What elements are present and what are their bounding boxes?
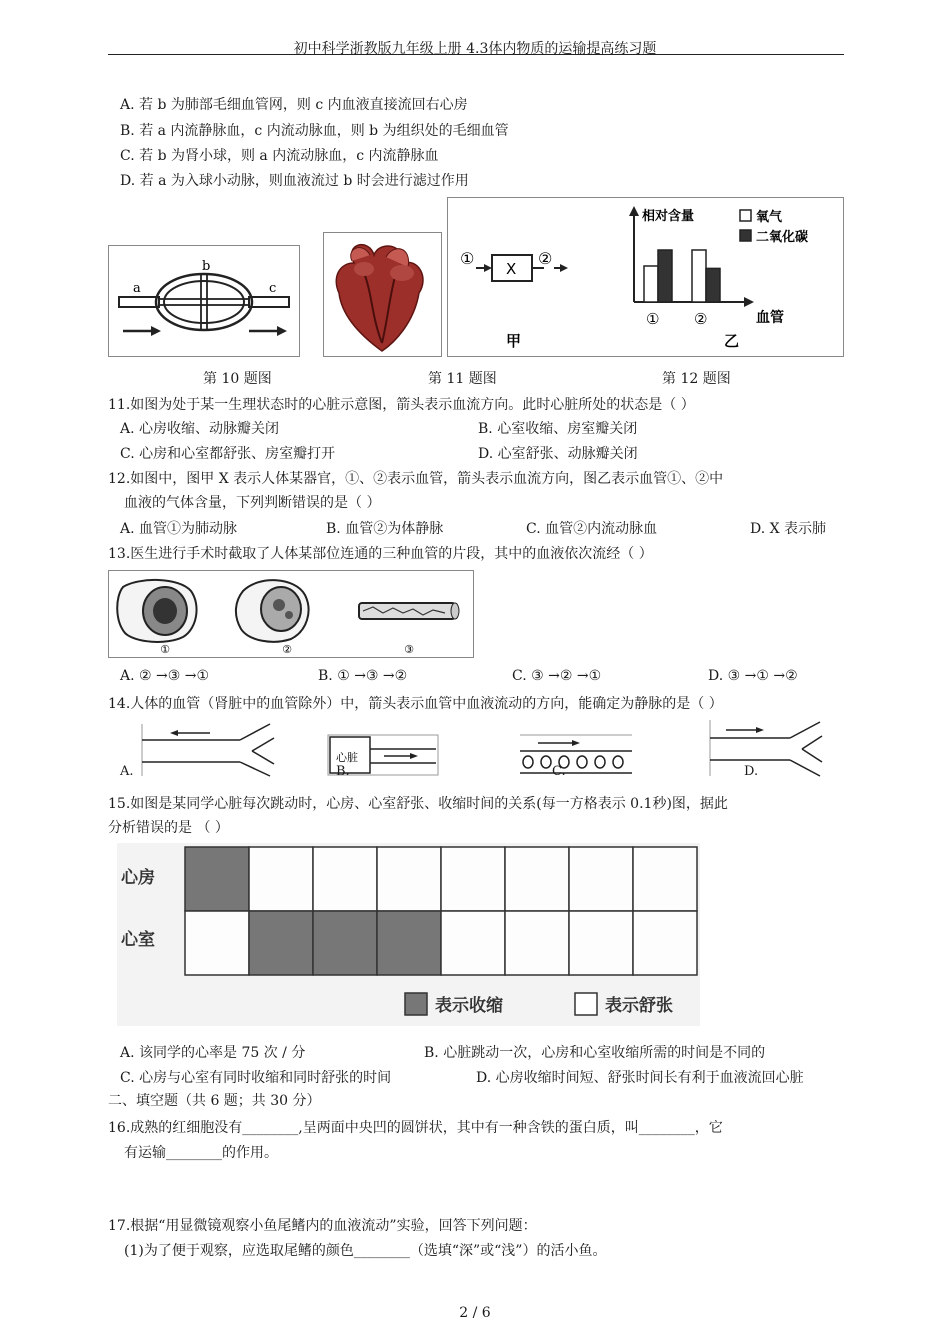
fig10-svg <box>109 246 299 356</box>
q15-timing-chart <box>117 843 700 1026</box>
fig10-caption: 第 10 题图 <box>203 371 272 387</box>
fig12-yi-xlabel: 血管 <box>756 310 784 326</box>
co2-bar-2 <box>706 268 720 302</box>
q13-option-b: B. ① →③ →② <box>318 668 408 684</box>
ventricle-cell-5 <box>441 911 505 975</box>
ventricle-cell-8 <box>633 911 697 975</box>
q11-option-d: D. 心室舒张、动脉瓣关闭 <box>478 446 638 462</box>
capillary-section-icon <box>359 603 459 619</box>
q13-option-a: A. ② →③ →① <box>120 668 210 684</box>
q15-option-d: D. 心房收缩时间短、舒张时间长有利于血液流回心脏 <box>476 1070 804 1086</box>
section-2-heading: 二、填空题（共 6 题；共 30 分） <box>108 1093 321 1109</box>
atrium-cell-7 <box>569 847 633 911</box>
artery-section-icon <box>117 580 196 642</box>
atrium-cell-5 <box>441 847 505 911</box>
fig10-capillary-diagram <box>108 245 300 357</box>
q14-stem: 14.人体的血管（肾脏中的血管除外）中，箭头表示血管中血液流动的方向，能确定为静脉的是（ ） <box>108 696 723 712</box>
q11-stem: 11.如图为处于某一生理状态时的心脏示意图，箭头表示血流方向。此时心脏所处的状态是（ ） <box>108 397 695 413</box>
atrium-cell-1 <box>185 847 249 911</box>
q12-option-b: B. 血管②为体静脉 <box>326 521 444 537</box>
q10-option-c: C. 若 b 为肾小球，则 a 内流动脉血，c 内流静脉血 <box>120 148 439 164</box>
legend-relax-swatch <box>575 993 597 1015</box>
q15-legend-contract: 表示收缩 <box>435 996 503 1016</box>
q13-label-1: ① <box>160 643 170 656</box>
q16-line1: 16.成熟的红细胞没有________,呈两面中央凹的圆饼状，其中有一种含铁的蛋白质，叫________，它 <box>108 1120 723 1136</box>
q15-stem-line1: 15.如图是某同学心脏每次跳动时，心房、心室舒张、收缩时间的关系(每一方格表示 0.1秒)图，据此 <box>108 796 728 812</box>
vein-section-icon <box>236 580 309 642</box>
q15-stem-line2: 分析错误的是 （ ） <box>108 820 229 836</box>
o2-bar-2 <box>692 250 706 302</box>
atrium-cell-2 <box>249 847 313 911</box>
atrium-cell-4 <box>377 847 441 911</box>
q11-option-c: C. 心房和心室都舒张、房室瓣打开 <box>120 446 336 462</box>
o2-bar-1 <box>644 266 658 302</box>
fig12-jia-box-label: X <box>506 260 517 278</box>
fig12-diagram <box>447 197 844 357</box>
page-number: 2 / 6 <box>459 1305 491 1321</box>
fig11-caption: 第 11 题图 <box>428 371 497 387</box>
q11-option-a: A. 心房收缩、动脉瓣关闭 <box>120 421 280 437</box>
q14-fig-a-svg <box>140 722 276 778</box>
ventricle-cell-4 <box>377 911 441 975</box>
fig12-caption: 第 12 题图 <box>662 371 731 387</box>
q14-option-a: A. <box>120 764 134 779</box>
legend-co2-swatch <box>740 230 751 241</box>
q14-option-c: C. <box>552 764 566 779</box>
arrow-right-icon <box>572 740 580 746</box>
q14-option-b: B. <box>336 764 350 779</box>
page-header: 初中科学浙教版九年级上册 4.3体内物质的运输提高练习题 <box>293 41 657 57</box>
q17-sub1: (1)为了便于观察，应选取尾鳍的颜色________（选填“深”或“浅”）的活小鱼。 <box>124 1243 607 1259</box>
q15-option-c: C. 心房与心室有同时收缩和同时舒张的时间 <box>120 1070 392 1086</box>
q13-vessel-figure <box>108 570 474 658</box>
q15-svg <box>117 843 700 1026</box>
q15-option-b: B. 心脏跳动一次，心房和心室收缩所需的时间是不同的 <box>424 1045 766 1061</box>
q12-stem-line1: 12.如图中，图甲 X 表示人体某器官，①、②表示血管，箭头表示血流方向，图乙表示血管①、②中 <box>108 471 724 487</box>
fig10-label-c: c <box>269 281 277 296</box>
arrow-right-icon <box>756 727 764 733</box>
ventricle-cell-7 <box>569 911 633 975</box>
ventricle-cell-2 <box>249 911 313 975</box>
q13-label-2: ② <box>282 643 292 656</box>
q10-option-b: B. 若 a 内流静脉血，c 内流动脉血，则 b 为组织处的毛细血管 <box>120 123 509 139</box>
ventricle-cell-1 <box>185 911 249 975</box>
q12-option-a: A. 血管①为肺动脉 <box>120 521 238 537</box>
q16-line2: 有运输________的作用。 <box>124 1145 278 1161</box>
q12-option-d: D. X 表示肺 <box>750 521 827 537</box>
fig10-label-a: a <box>133 281 141 296</box>
q12-option-c: C. 血管②内流动脉血 <box>526 521 658 537</box>
q13-label-3: ③ <box>404 643 414 656</box>
legend-contract-swatch <box>405 993 427 1015</box>
atrium-cell-6 <box>505 847 569 911</box>
q15-option-a: A. 该同学的心率是 75 次 / 分 <box>120 1045 306 1061</box>
q14-fig-a <box>140 722 276 778</box>
heart-icon <box>324 233 441 356</box>
co2-bar-1 <box>658 250 672 302</box>
q13-stem: 13.医生进行手术时截取了人体某部位连通的三种血管的片段，其中的血液依次流经（ ） <box>108 546 653 562</box>
q15-legend-relax: 表示舒张 <box>605 996 673 1016</box>
legend-o2-swatch <box>740 210 751 221</box>
q15-row-label-ventricle: 心室 <box>121 930 155 950</box>
fig12-yi-ylabel: 相对含量 <box>642 209 695 224</box>
atrium-cell-3 <box>313 847 377 911</box>
fig12-jia-out-label: ② <box>538 249 553 268</box>
q10-option-a: A. 若 b 为肺部毛细血管网，则 c 内血液直接流回右心房 <box>120 97 468 113</box>
q14-option-d: D. <box>744 764 759 779</box>
header-rule <box>108 54 844 55</box>
fig12-yi-cat-2: ② <box>694 310 708 328</box>
q12-stem-line2: 血液的气体含量，下列判断错误的是（ ） <box>124 495 381 511</box>
fig11-heart-image <box>323 232 442 357</box>
q13-svg <box>109 571 473 657</box>
fig10-label-b: b <box>202 259 211 274</box>
q10-option-d: D. 若 a 为入球小动脉，则血液流过 b 时会进行滤过作用 <box>120 173 469 189</box>
q15-row-label-atrium: 心房 <box>121 868 155 888</box>
q14-fig-c-svg <box>518 733 634 777</box>
fig12-legend-o2: 氧气 <box>756 210 783 225</box>
fig12-yi-bars <box>644 250 720 302</box>
q11-option-b: B. 心室收缩、房室瓣关闭 <box>478 421 638 437</box>
arrow-right-icon <box>410 753 418 759</box>
q14-fig-c <box>518 733 634 777</box>
fig12-svg <box>448 198 843 356</box>
fig12-jia-in-label: ① <box>460 249 475 268</box>
q14-fig-d-svg <box>708 718 824 778</box>
fig12-legend-co2: 二氧化碳 <box>756 230 809 245</box>
q13-option-c: C. ③ →② →① <box>512 668 602 684</box>
q14-fig-d <box>708 718 824 778</box>
q13-option-d: D. ③ →① →② <box>708 668 798 684</box>
q14-heart-label: 心脏 <box>336 751 358 764</box>
q17-stem: 17.根据“用显微镜观察小鱼尾鳍内的血液流动”实验，回答下列问题： <box>108 1218 537 1234</box>
atrium-cell-8 <box>633 847 697 911</box>
arrow-left-icon <box>170 730 178 736</box>
fig12-yi-caption: 乙 <box>724 332 740 350</box>
fig12-yi-cat-1: ① <box>646 310 660 328</box>
ventricle-cell-6 <box>505 911 569 975</box>
ventricle-cell-3 <box>313 911 377 975</box>
fig12-jia-caption: 甲 <box>506 332 522 350</box>
q15-grid <box>185 847 697 975</box>
